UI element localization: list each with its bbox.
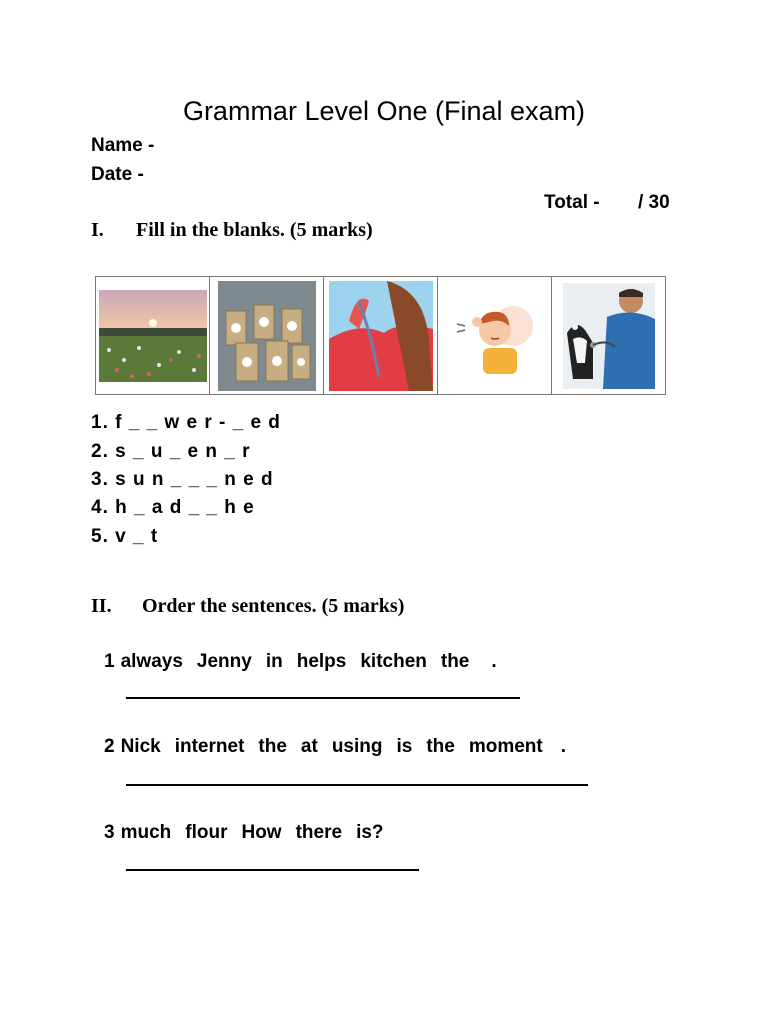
sentence-word: is?: [356, 822, 384, 843]
word-item-5: 5. v _ t: [91, 526, 159, 547]
sentence-word: in: [265, 651, 283, 672]
headache-boy-icon: [449, 296, 541, 376]
word-item-2: 2. s _ u _ e n _ r: [91, 441, 251, 462]
sentence-word: moment: [468, 736, 543, 757]
total-value: / 30: [638, 192, 670, 213]
sentence-3: [104, 822, 398, 844]
sack-bags-icon: [218, 281, 316, 391]
sentence-word: there: [295, 822, 343, 843]
sentence-word: Nick: [120, 736, 161, 757]
section-2-title: Order the sentences. (5 marks): [142, 595, 405, 617]
picture-cell-4: [438, 277, 552, 394]
sentence-word: How: [241, 822, 282, 843]
sentence-word: always: [120, 651, 183, 672]
sentence-word: much: [120, 822, 172, 843]
sentence-2: [104, 736, 580, 758]
sunburned-back-icon: [329, 281, 433, 391]
flower-field-sunset-icon: [99, 290, 207, 382]
name-label: Name -: [91, 135, 155, 156]
picture-cell-2: [210, 277, 324, 394]
page-title: Grammar Level One (Final exam): [182, 96, 586, 126]
sentence-word: Jenny: [196, 651, 252, 672]
section-1-number: I.: [91, 219, 104, 241]
sentence-word: internet: [174, 736, 245, 757]
sentence-1: [104, 651, 511, 673]
section-2-number: II.: [91, 595, 112, 617]
sentence-word: the: [440, 651, 470, 672]
sentence-word: kitchen: [360, 651, 427, 672]
section-1-title: Fill in the blanks. (5 marks): [136, 219, 373, 241]
sentence-word: is: [396, 736, 413, 757]
total-label: Total -: [544, 192, 600, 213]
word-item-1: 1. f _ _ w e r - _ e d: [91, 412, 281, 433]
sentence-number: 3: [104, 822, 115, 843]
sentence-word: the: [426, 736, 455, 757]
picture-strip: [95, 276, 666, 395]
picture-cell-1: [96, 277, 210, 394]
answer-line-2[interactable]: [126, 784, 588, 786]
vet-with-dog-icon: [563, 283, 655, 389]
date-label: Date -: [91, 164, 144, 185]
sentence-word: using: [331, 736, 383, 757]
answer-line-1[interactable]: [126, 697, 520, 699]
answer-line-3[interactable]: [126, 869, 419, 871]
sentence-number: 1: [104, 651, 115, 672]
sentence-word: .: [491, 651, 497, 672]
sentence-word: .: [560, 736, 567, 757]
section-1-heading: [91, 219, 373, 242]
picture-cell-5: [552, 277, 665, 394]
sentence-word: helps: [296, 651, 347, 672]
sentence-word: flour: [185, 822, 228, 843]
word-item-3: 3. s u n _ _ _ n e d: [91, 469, 274, 490]
word-item-4: 4. h _ a d _ _ h e: [91, 497, 255, 518]
sentence-word: at: [300, 736, 318, 757]
section-2-heading: [91, 595, 404, 618]
sentence-word: the: [258, 736, 287, 757]
picture-cell-3: [324, 277, 438, 394]
sentence-number: 2: [104, 736, 115, 757]
